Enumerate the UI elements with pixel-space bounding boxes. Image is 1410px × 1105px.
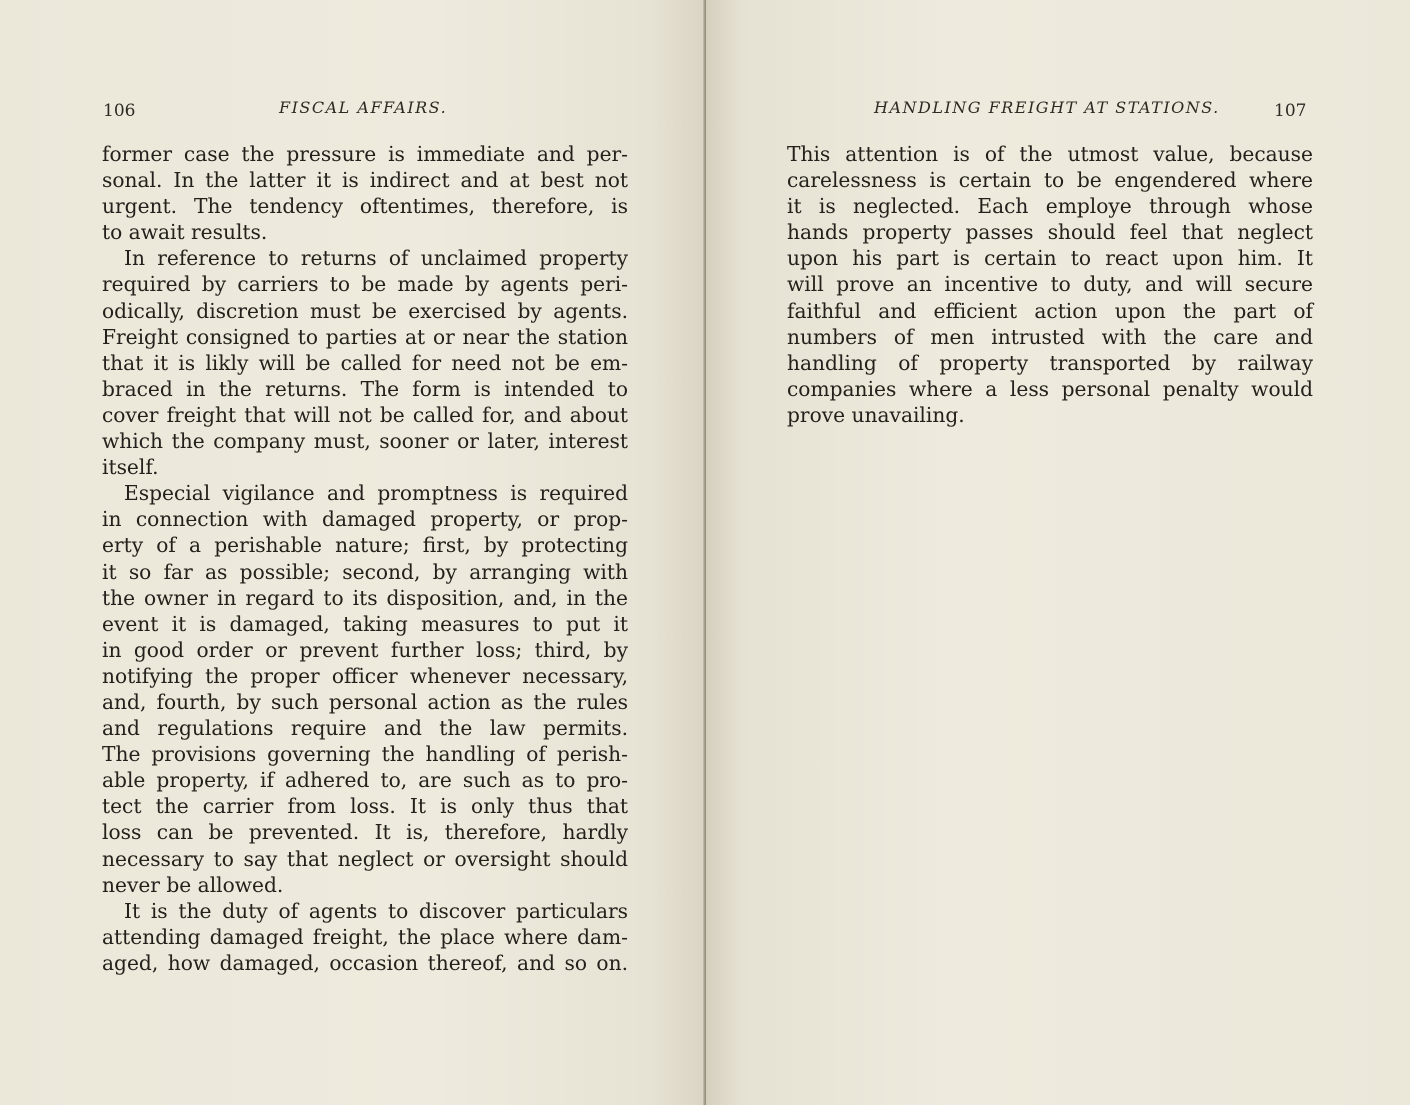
text-line: which the company must, sooner or later, interest — [102, 429, 628, 454]
text-line: to await results. — [102, 220, 268, 245]
text-line: numbers of men intrusted with the care and — [787, 324, 1313, 349]
text-line: and, fourth, by such personal action as the rules — [102, 689, 628, 714]
page-number-right: 107 — [1274, 101, 1307, 121]
text-line: urgent. The tendency oftentimes, therefore, is — [102, 194, 628, 219]
text-line: hands property passes should feel that neglect — [787, 220, 1313, 245]
text-line: event it is damaged, taking measures to put it — [102, 611, 628, 636]
text-line: tect the carrier from loss. It is only thus that — [102, 794, 628, 819]
text-line: erty of a perishable nature; first, by protecting — [102, 533, 628, 558]
page-number-left: 106 — [103, 101, 136, 121]
left-page-body — [102, 141, 628, 976]
text-line: will prove an incentive to duty, and will secure — [787, 272, 1313, 297]
text-line: carelessness is certain to be engendered where — [787, 168, 1313, 193]
text-line: aged, how damaged, occasion thereof, and so on. — [102, 950, 628, 975]
text-line: necessary to say that neglect or oversight should — [102, 846, 628, 871]
text-line: never be allowed. — [102, 872, 284, 897]
text-line: handling of property transported by railway — [787, 350, 1313, 375]
text-line: required by carriers to be made by agents peri- — [102, 272, 628, 297]
text-line: former case the pressure is immediate and per- — [102, 142, 628, 166]
text-line: cover freight that will not be called for, and about — [102, 402, 628, 427]
text-line: notifying the proper officer whenever necessary, — [102, 663, 628, 688]
text-line: it so far as possible; second, by arranging with — [102, 559, 628, 584]
text-line: Freight consigned to parties at or near the station — [102, 324, 628, 349]
text-line: attending damaged freight, the place where dam- — [102, 924, 628, 949]
text-line: and regulations require and the law permits. — [102, 716, 628, 741]
text-line: companies where a less personal penalty would — [787, 376, 1313, 401]
running-head-right: HANDLING FREIGHT AT STATIONS. — [874, 98, 1220, 117]
text-line: Especial vigilance and promptness is required — [124, 481, 628, 506]
text-line: prove unavailing. — [787, 402, 965, 427]
text-line: The provisions governing the handling of perish- — [102, 742, 628, 767]
text-line: in connection with damaged property, or prop- — [102, 507, 628, 532]
text-line: upon his part is certain to react upon him. It — [787, 246, 1313, 271]
right-page — [706, 0, 1410, 1105]
right-page-body — [787, 141, 1313, 428]
running-head-left: FISCAL AFFAIRS. — [279, 98, 448, 117]
text-line: that it is likly will be called for need not be em- — [102, 350, 628, 375]
text-line: sonal. In the latter it is indirect and at best not — [102, 168, 628, 193]
text-line: loss can be prevented. It is, therefore, hardly — [102, 820, 628, 845]
text-line: faithful and efficient action upon the part of — [787, 298, 1313, 323]
text-line: odically, discretion must be exercised by agents. — [102, 298, 628, 323]
text-line: it is neglected. Each employe through whose — [787, 194, 1313, 219]
text-line: It is the duty of agents to discover particulars — [124, 898, 628, 923]
text-line: This attention is of the utmost value, because — [787, 142, 1313, 166]
text-line: itself. — [102, 455, 159, 480]
text-line: In reference to returns of unclaimed property — [124, 246, 628, 271]
text-line: able property, if adhered to, are such as to pro- — [102, 768, 628, 793]
text-line: the owner in regard to its disposition, and, in the — [102, 585, 628, 610]
text-line: braced in the returns. The form is intended to — [102, 376, 628, 401]
text-line: in good order or prevent further loss; third, by — [102, 637, 628, 662]
